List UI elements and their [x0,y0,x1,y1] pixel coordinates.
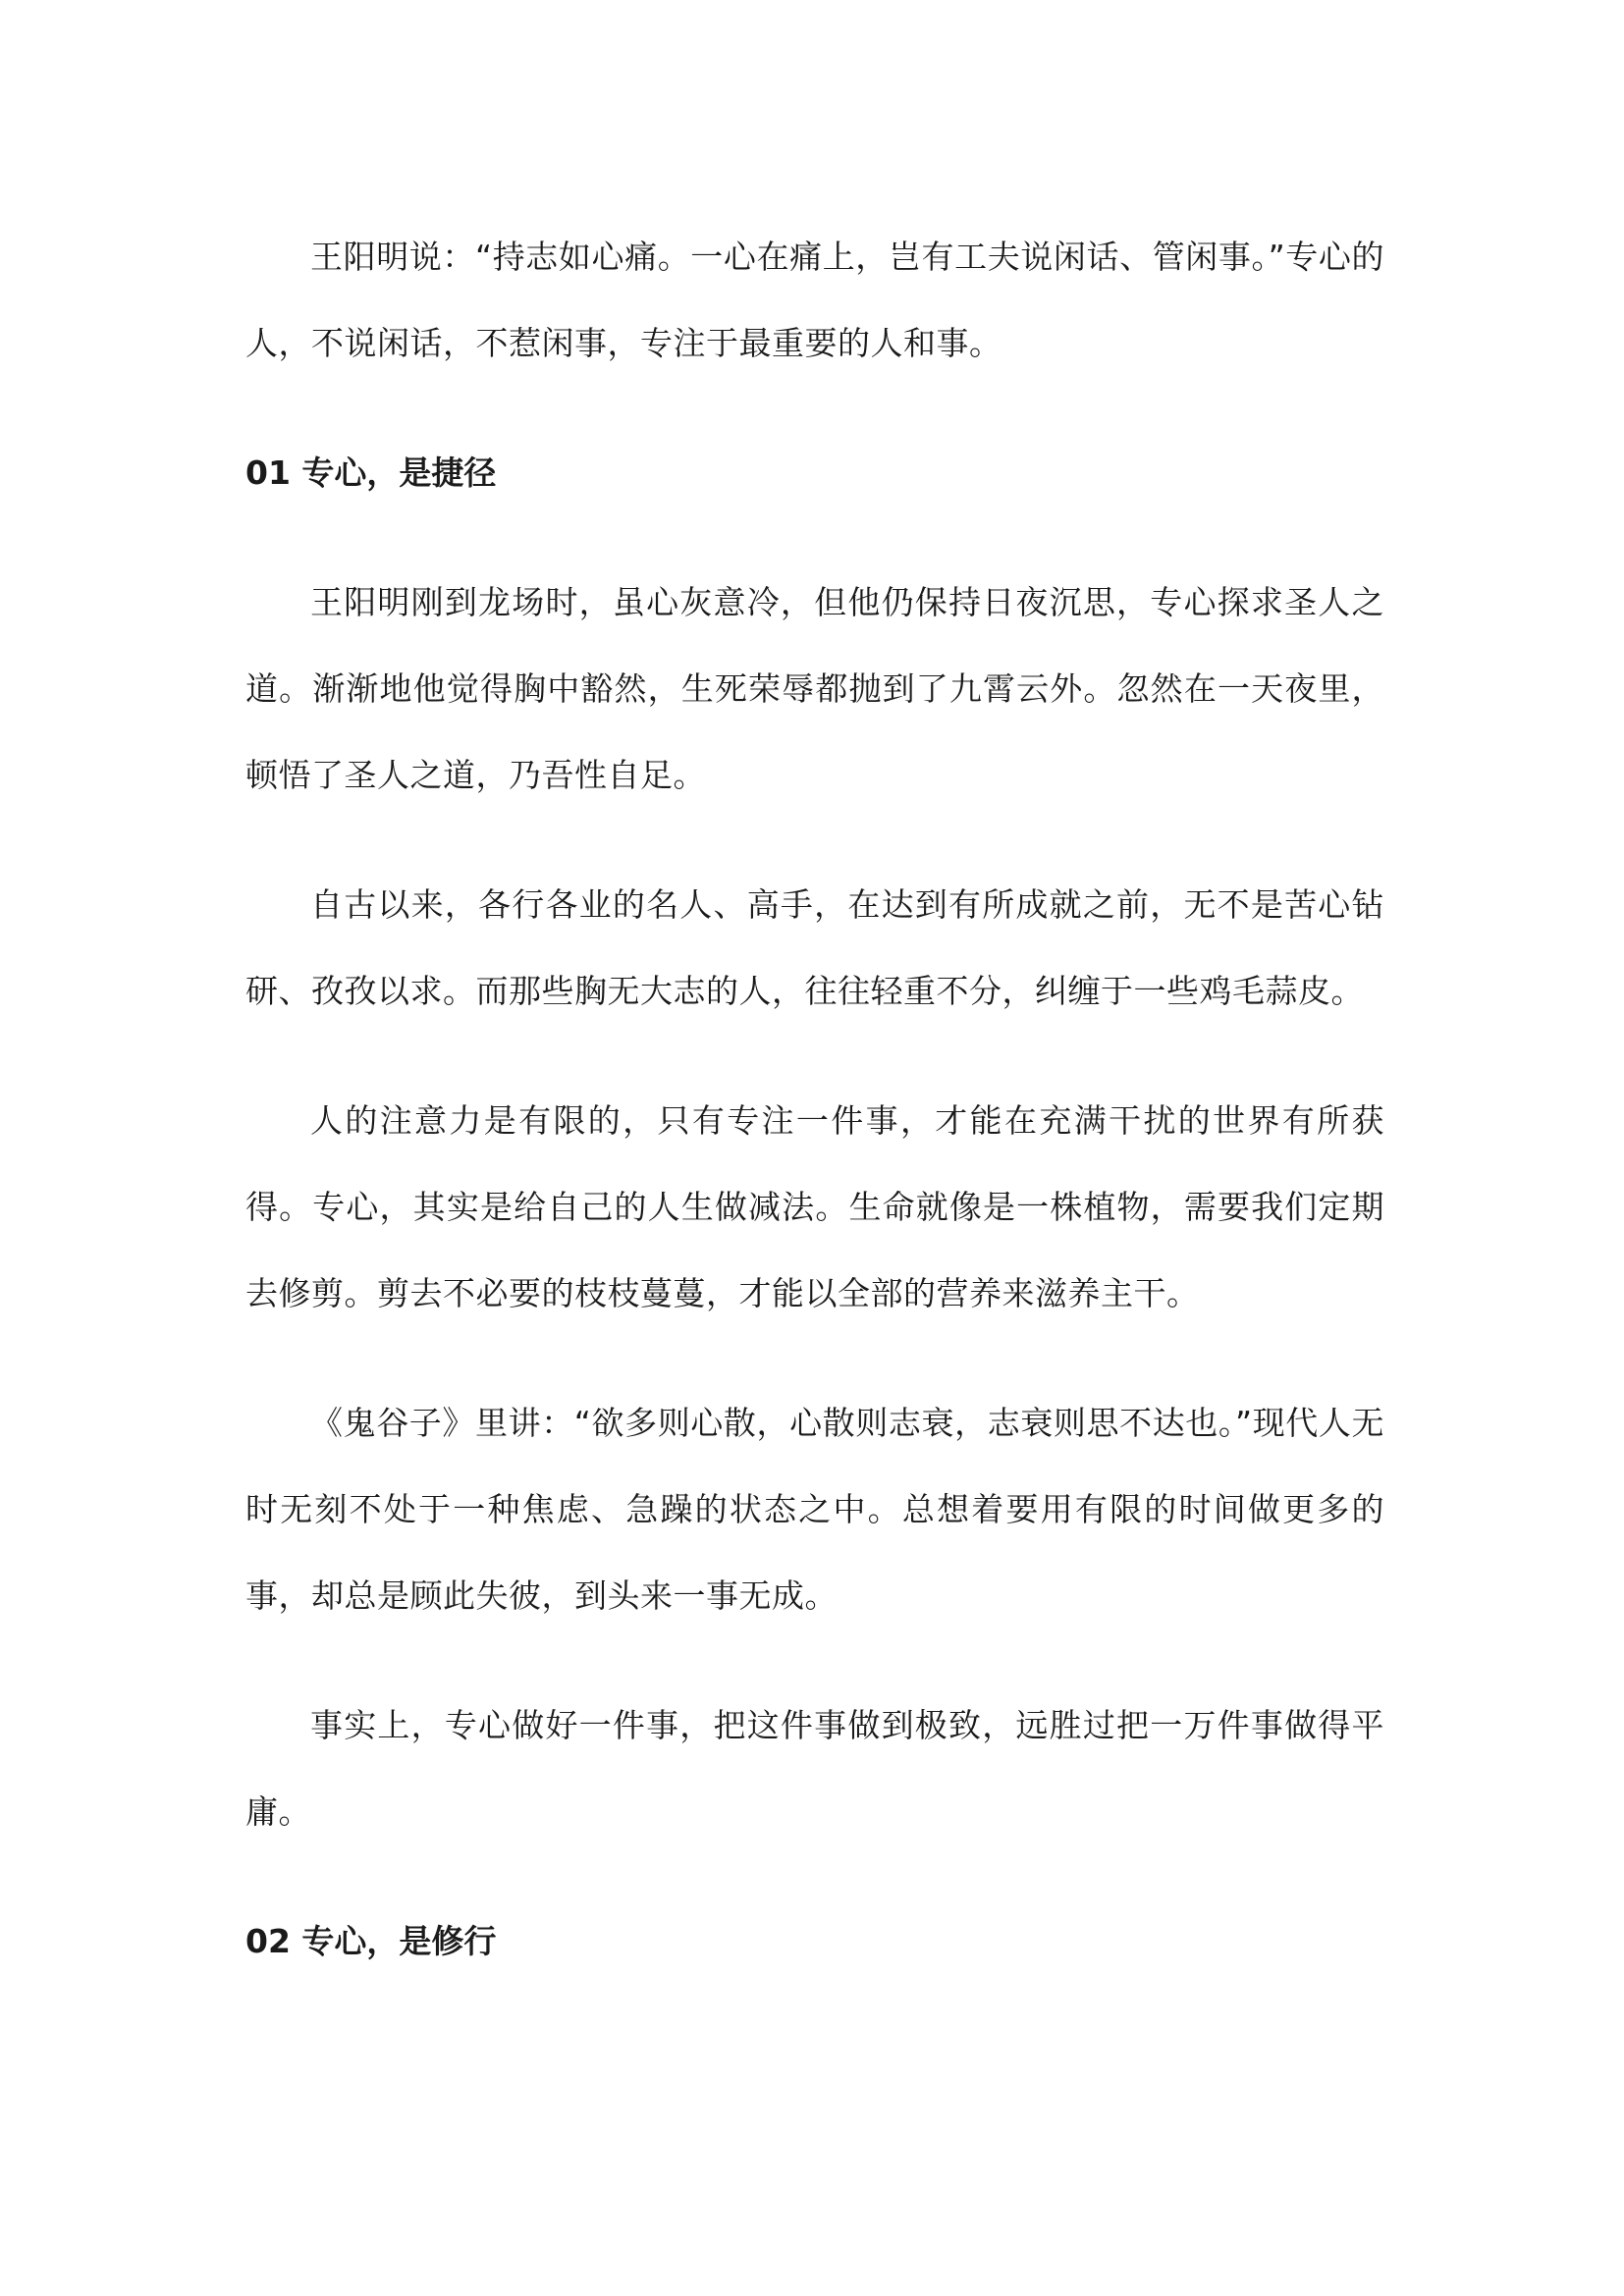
body-paragraph: 《鬼谷子》里讲：“欲多则心散，心散则志衰，志衰则思不达也。”现代人无时无刻不处于一种焦虑、急躁的状态之中。总想着要用有限的时间做更多的事，却总是顾此失彼，到头来一事无成。 [245,1404,1384,1615]
body-paragraph: 事实上，专心做好一件事，把这件事做到极致，远胜过把一万件事做得平庸。 [245,1706,1384,1831]
spacer [245,1855,1384,1898]
body-paragraph: 王阳明刚到龙场时，虽心灰意冷，但他仍保持日夜沉思，专心探求圣人之道。渐渐地他觉得胸中豁然，生死荣辱都抛到了九霄云外。忽然在一天夜里，顿悟了圣人之道，乃吾性自足。 [245,583,1384,794]
body-paragraph: 自古以来，各行各业的名人、高手，在达到有所成就之前，无不是苦心钻研、孜孜以求。而那些胸无大志的人，往往轻重不分，纠缠于一些鸡毛蒜皮。 [245,885,1384,1010]
spacer [245,1035,1384,1078]
spacer [245,819,1384,862]
document-page [245,214,1384,1985]
spacer [245,516,1384,560]
spacer [245,387,1384,430]
section-heading-01: 01 专心，是捷径 [245,454,497,492]
intro-paragraph: 王阳明说：“持志如心痛。一心在痛上，岂有工夫说闲话、管闲事。”专心的人，不说闲话，不惹闲事，专注于最重要的人和事。 [245,238,1384,362]
body-paragraph: 人的注意力是有限的，只有专注一件事，才能在充满干扰的世界有所获得。专心，其实是给自己的人生做减法。生命就像是一株植物，需要我们定期去修剪。剪去不必要的枝枝蔓蔓，才能以全部的营养来滋养主干。 [245,1101,1384,1312]
spacer [245,1337,1384,1380]
section-heading-02: 02 专心，是修行 [245,1922,497,1960]
spacer [245,1639,1384,1682]
